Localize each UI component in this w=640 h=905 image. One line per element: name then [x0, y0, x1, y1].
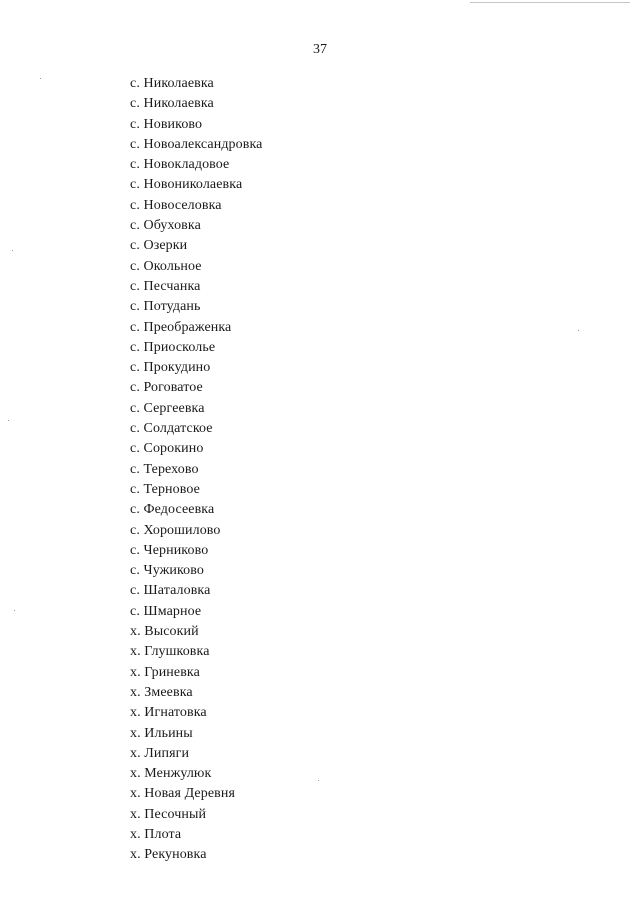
- settlement-item: с. Терновое: [130, 481, 200, 497]
- settlement-item: х. Рекуновка: [130, 847, 207, 863]
- settlement-item: с. Преображенка: [130, 319, 232, 335]
- settlement-item: х. Гриневка: [130, 664, 200, 680]
- scan-artifact-top: [470, 2, 630, 3]
- scan-artifact: [14, 610, 15, 611]
- settlement-item: с. Новоселовка: [130, 197, 222, 213]
- settlement-item: с. Шмарное: [130, 603, 202, 619]
- settlement-item: х. Песочный: [130, 806, 207, 822]
- settlement-item: с. Озерки: [130, 238, 188, 254]
- settlement-item: с. Новониколаевка: [130, 177, 243, 193]
- settlement-item: с. Шаталовка: [130, 583, 211, 599]
- settlement-item: с. Новиково: [130, 116, 203, 132]
- settlement-item: с. Чужиково: [130, 563, 204, 579]
- settlement-item: с. Прокудино: [130, 360, 211, 376]
- settlement-item: с. Терехово: [130, 461, 199, 477]
- scan-artifact: [12, 250, 13, 251]
- scan-artifact: [578, 330, 579, 331]
- settlement-item: с. Хорошилово: [130, 522, 221, 538]
- settlement-item: с. Черниково: [130, 542, 209, 558]
- settlement-item: х. Глушковка: [130, 644, 210, 660]
- scan-artifact: [8, 420, 9, 421]
- settlement-item: с. Николаевка: [130, 96, 214, 112]
- settlement-item: с. Сорокино: [130, 441, 204, 457]
- settlement-item: с. Обуховка: [130, 218, 201, 234]
- settlement-item: х. Плота: [130, 826, 182, 842]
- settlement-item: с. Песчанка: [130, 278, 201, 294]
- settlement-item: х. Змеевка: [130, 684, 193, 700]
- settlement-item: с. Федосеевка: [130, 502, 215, 518]
- settlement-item: с. Роговатое: [130, 380, 203, 396]
- settlement-item: х. Новая Деревня: [130, 786, 235, 802]
- scan-artifact: [40, 78, 41, 79]
- settlement-item: с. Приосколье: [130, 339, 216, 355]
- settlement-item: х. Ильины: [130, 725, 193, 741]
- settlement-item: с. Новоалександровка: [130, 136, 263, 152]
- settlement-item: с. Николаевка: [130, 76, 214, 91]
- settlement-item: с. Сергеевка: [130, 400, 205, 416]
- settlement-item: х. Липяги: [130, 745, 190, 761]
- settlement-item: с. Окольное: [130, 258, 202, 274]
- settlement-item: х. Высокий: [130, 624, 199, 640]
- settlement-item: х. Игнатовка: [130, 705, 207, 721]
- page-number: 37: [313, 42, 327, 57]
- settlement-item: с. Солдатское: [130, 421, 213, 437]
- settlement-list: [130, 74, 262, 866]
- scan-artifact: [318, 780, 319, 781]
- settlement-item: с. Потудань: [130, 299, 201, 315]
- settlement-item: х. Менжулюк: [130, 766, 212, 782]
- settlement-item: с. Новокладовое: [130, 157, 230, 173]
